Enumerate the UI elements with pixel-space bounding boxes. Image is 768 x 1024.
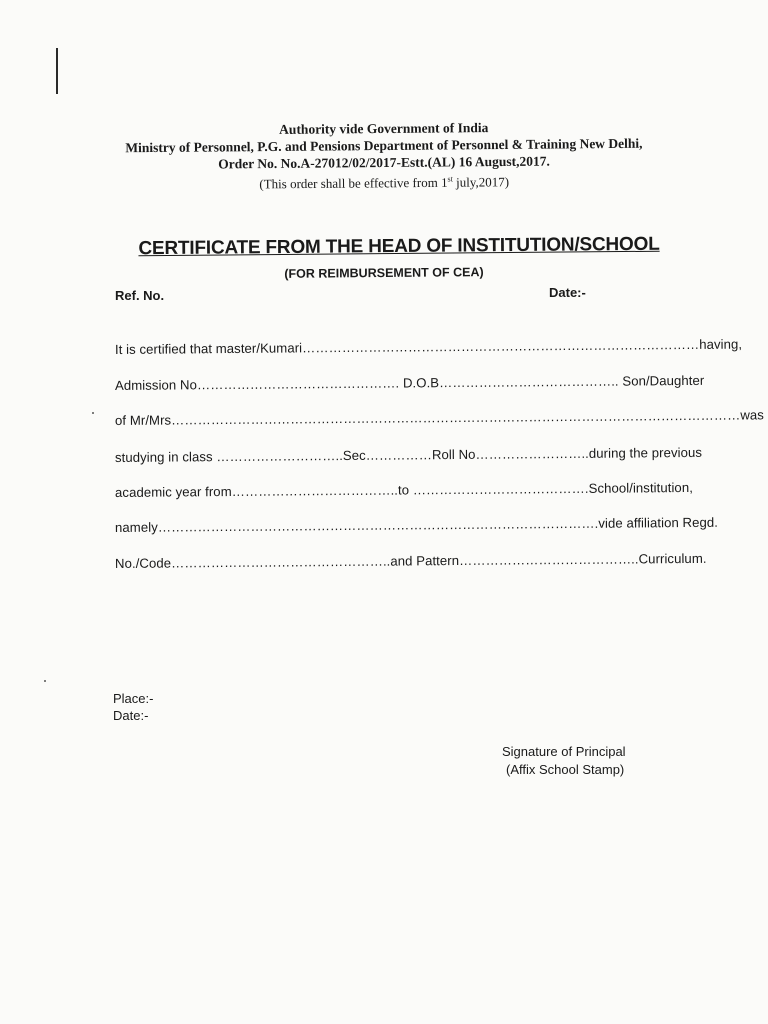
body-line-parent: of Mr/Mrs…………………………………………………………………………………………………………………was bbox=[114, 407, 764, 428]
stamp-label: (Affix School Stamp) bbox=[506, 762, 625, 777]
place-label: Place:- bbox=[113, 691, 154, 706]
order-line: Order No. No.A-27012/02/2017-Estt.(AL) 16 August,2017. bbox=[218, 153, 550, 172]
body-line-name: It is certified that master/Kumari………………………………………………………………………………having, bbox=[114, 336, 743, 357]
place-date-block bbox=[113, 690, 153, 724]
body-line-academic-year: academic year from………………………………..to ………………………………….School/institution, bbox=[114, 479, 693, 500]
scan-speck bbox=[44, 680, 46, 682]
signature-block bbox=[502, 743, 626, 779]
body-line-code: No./Code…………………………………………..and Pattern…………………………………..Curriculum. bbox=[114, 550, 707, 571]
scan-speck bbox=[92, 412, 94, 414]
scan-edge-mark bbox=[56, 48, 58, 94]
authority-line: Authority vide Government of India bbox=[279, 120, 489, 137]
authority-header bbox=[0, 117, 768, 195]
effective-note-superscript: st bbox=[447, 174, 453, 184]
body-line-class: studying in class ………………………..Sec……………Roll No……………………..during the previous bbox=[114, 444, 703, 465]
date-label: Date:- bbox=[549, 285, 586, 300]
footer-date-label: Date:- bbox=[113, 708, 149, 723]
ref-no-label: Ref. No. bbox=[115, 288, 165, 303]
certificate-title: CERTIFICATE FROM THE HEAD OF INSTITUTION/SCHOOL bbox=[138, 233, 660, 260]
effective-note-prefix: (This order shall be effective from 1 bbox=[259, 174, 448, 192]
ministry-line: Ministry of Personnel, P.G. and Pensions Department of Personnel & Training New Delhi, bbox=[125, 135, 643, 156]
body-line-admission: Admission No………………………………………. D.O.B………………………………….. Son/Daughter bbox=[114, 372, 705, 393]
body-line-school-name: namely……………………………………………………………………………………….vide affiliation Regd. bbox=[114, 514, 719, 535]
signature-label: Signature of Principal bbox=[502, 744, 626, 759]
certificate-subtitle: (FOR REIMBURSEMENT OF CEA) bbox=[284, 265, 484, 281]
effective-note-suffix: july,2017) bbox=[452, 174, 510, 190]
